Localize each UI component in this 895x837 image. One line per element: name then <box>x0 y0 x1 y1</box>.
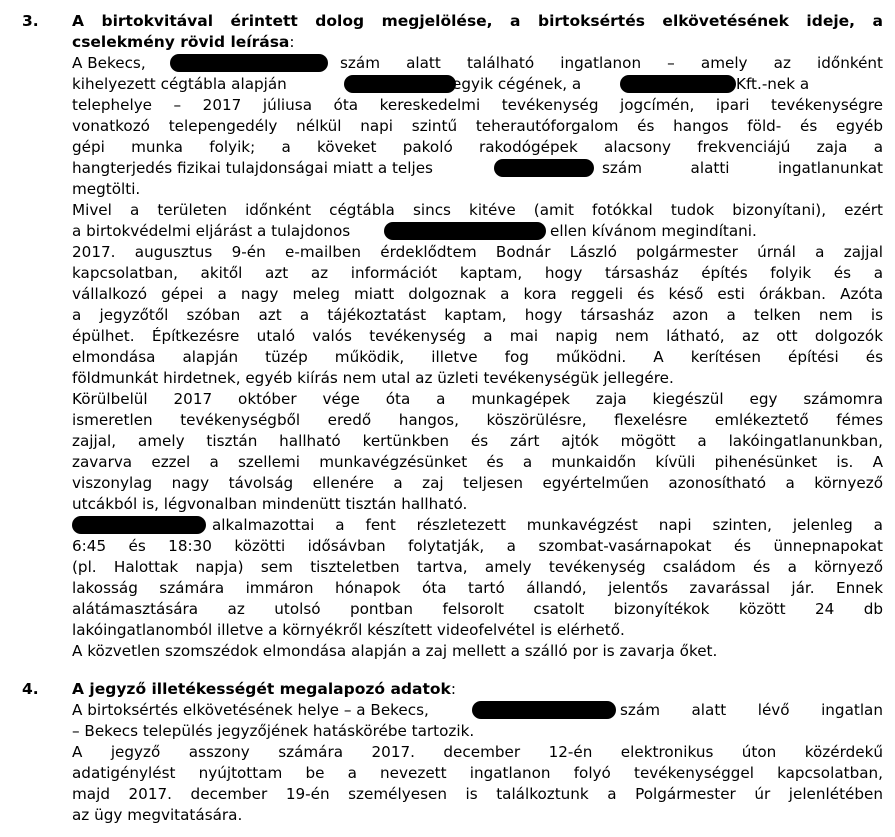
section-heading <box>72 679 883 700</box>
text-seg: hangterjedés fizikai tulajdonságai miatt a teljes <box>72 159 433 177</box>
text-line <box>72 700 883 721</box>
text-line: (pl. Halottak napja) sem tiszteletben tartva, amely tevékenység családom és a környező <box>72 558 883 576</box>
text-line: vállalkozó gépei a nagy meleg miatt dolgoznak a kora reggeli és késő esti órákban. Azóta <box>72 285 883 303</box>
text-line: épülhet. Építkezésre utaló valós tevékenység a mai napig nem látható, az ott dolgozók <box>72 327 883 345</box>
text-line: viszonylag nagy távolság ellenére a zaj teljesen egyértelműen azonosítható a környező <box>72 474 883 492</box>
text-line: A közvetlen szomszédok elmondása alapján a zaj mellett a szálló por is zavarja őket. <box>72 642 718 660</box>
text-line: utcákból is, légvonalban mindenütt tisztán hallható. <box>72 495 468 513</box>
text-line <box>72 74 883 95</box>
text-line: megtölti. <box>72 180 141 198</box>
text-line: telephelye – 2017 júliusa óta kereskedelmi tevékenység jogcímén, ipari tevékenységre <box>72 96 883 114</box>
text-seg: a birtokvédelmi eljárást a tulajdonos <box>72 222 351 240</box>
section-heading: A birtokvitával érintett dolog megjelölése, a birtoksértés elkövetésének ideje, a <box>72 12 883 30</box>
text-line: a jegyzőtől szóban azt a tájékoztatást kaptam, hogy társasház azon a telken nem is <box>72 306 883 324</box>
text-line <box>72 515 883 536</box>
text-seg: A Bekecs, <box>72 54 146 72</box>
text-seg: ellen kívánom megindítani. <box>550 222 757 240</box>
redaction-mark <box>344 75 456 93</box>
text-line: lakóingatlanomból illetve a környékről készített videofelvétel is elérhető. <box>72 621 625 639</box>
text-line: vonatkozó telepengedély nélkül napi szintű teherautóforgalom és hangos föld- és egyéb <box>72 117 883 135</box>
section-number: 4. <box>22 680 39 698</box>
redaction-mark <box>72 516 206 534</box>
text-seg: egyik cégének, a <box>452 75 582 93</box>
text-seg: kihelyezett cégtábla alapján <box>72 75 287 93</box>
text-line <box>72 53 883 74</box>
text-line: 2017. augusztus 9-én e-mailben érdeklődtem Bodnár László polgármester úrnál a zajjal <box>72 243 883 261</box>
redaction-mark <box>494 159 594 177</box>
heading-bold: A jegyző illetékességét megalapozó adatok <box>72 680 451 698</box>
heading-bold: cselekmény rövid leírása <box>72 33 290 51</box>
text-seg: A birtoksértés elkövetésének helye – a Bekecs, <box>72 701 429 719</box>
text-seg: Kft.-nek a <box>736 75 810 93</box>
text-line: az ügy megvitatására. <box>72 806 243 824</box>
redaction-mark <box>472 701 616 719</box>
text-line <box>72 158 883 179</box>
text-line: elmondása alapján tüzép működik, illetve fog működni. A kerítésen építési és <box>72 348 883 366</box>
text-line: zajjal, amely tisztán hallható kertünkben és zárt ajtók mögött a lakóingatlanunkban, <box>72 432 883 450</box>
text-line: adatigénylést nyújtottam be a nevezett ingatlanon folyó tevékenységgel kapcsolatban, <box>72 764 883 782</box>
text-line: Körülbelül 2017 október vége óta a munkagépek zaja kiegészül egy számomra <box>72 390 883 408</box>
text-line: lakosság számára immáron hónapok óta tartó állandó, jelentős zavarással jár. Ennek <box>72 579 883 597</box>
text-line: kapcsolatban, akitől azt az információt kaptam, hogy társasház építés folyik és a <box>72 264 883 282</box>
section-body <box>72 11 883 662</box>
heading-colon: : <box>289 33 295 51</box>
redaction-mark <box>620 75 736 93</box>
text-line: gépi munka folyik; a köveket pakoló rakodógépek alacsony frekvenciájú zaja a <box>72 138 883 156</box>
section-body <box>72 679 883 826</box>
text-seg: szám alatti ingatlanunkat <box>602 159 883 177</box>
text-line: alátámasztására az utolsó pontban felsorolt csatolt bizonyítékok között 24 db <box>72 600 883 618</box>
text-line: – Bekecs település jegyzőjének hatáskörébe tartozik. <box>72 722 475 740</box>
section-number: 3. <box>22 12 39 30</box>
text-line: A jegyző asszony számára 2017. december 12-én elektronikus úton közérdekű <box>72 743 883 761</box>
redaction-mark <box>170 54 328 72</box>
text-seg: szám alatt lévő ingatlan <box>620 701 883 719</box>
text-line: majd 2017. december 19-én személyesen is találkoztunk a Polgármester úr jelenlétében <box>72 785 883 803</box>
text-line: földmunkát hirdetnek, egyéb kiírás nem utal az üzleti tevékenységük jellegére. <box>72 369 674 387</box>
heading-colon: : <box>450 680 456 698</box>
text-line: Mivel a területen időnként cégtábla sincs kitéve (amit fotókkal tudok bizonyítani), ezért <box>72 201 883 219</box>
text-line: zavarva ezzel a szellemi munkavégzésünket és a munkaidőn kívüli pihenésünket is. A <box>72 453 883 471</box>
redaction-mark <box>384 222 546 240</box>
text-seg: alkalmazottai a fent részletezett munkavégzést napi szinten, jelenleg a <box>212 516 883 534</box>
section-heading-cont <box>72 32 883 53</box>
text-seg: szám alatt található ingatlanon – amely az időnként <box>340 54 883 72</box>
text-line <box>72 221 883 242</box>
text-line: 6:45 és 18:30 közötti idősávban folytatják, a szombat-vasárnapokat és ünnepnapokat <box>72 537 883 555</box>
text-line: ismeretlen tevékenységből eredő hangos, köszörülésre, flexelésre emlékeztető fémes <box>72 411 883 429</box>
